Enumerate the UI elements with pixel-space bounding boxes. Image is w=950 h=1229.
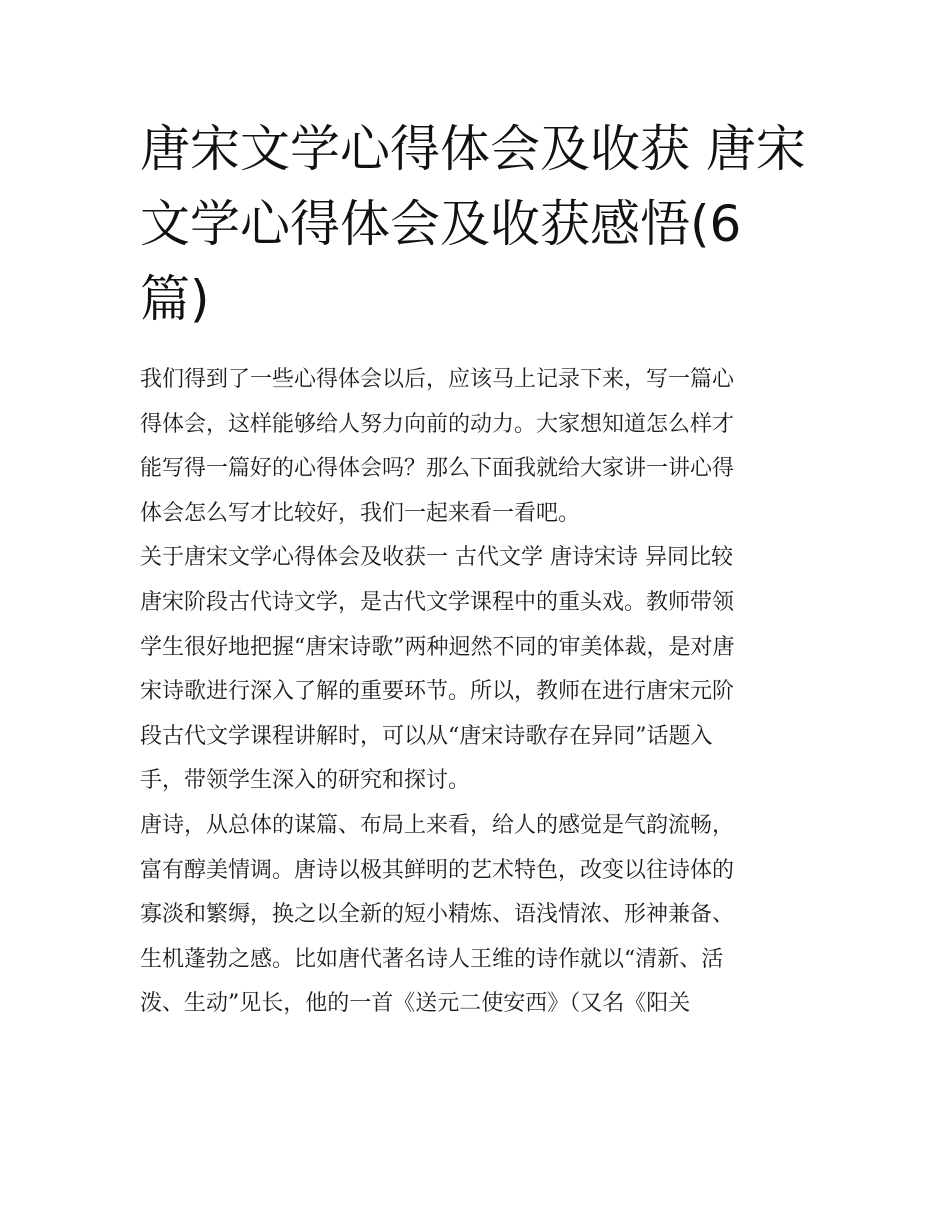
body-line: 生机蓬勃之感。比如唐代著名诗人王维的诗作就以“清新、活	[140, 946, 724, 972]
body-line: 手，带领学生深入的研究和探讨。	[140, 768, 471, 794]
body-line: 宋诗歌进行深入了解的重要环节。所以，教师在进行唐宋元阶	[140, 679, 735, 705]
body-line: 得体会，这样能够给人努力向前的动力。大家想知道怎么样才	[140, 411, 735, 437]
title-line: 唐宋文学心得体会及收获 唐宋	[140, 120, 806, 178]
body-line: 寡淡和繁缛，换之以全新的短小精炼、语浅情浓、形神兼备、	[140, 902, 735, 928]
body-line: 我们得到了一些心得体会以后，应该马上记录下来，写一篇心	[140, 367, 735, 392]
document-title	[140, 112, 820, 337]
document-body	[140, 358, 830, 1027]
body-line: 富有醇美情调。唐诗以极其鲜明的艺术特色，改变以往诗体的	[140, 857, 735, 883]
body-line: 泼、生动”见长，他的一首《送元二使安西》（又名《阳关	[140, 991, 691, 1017]
body-line: 关于唐宋文学心得体会及收获一 古代文学 唐诗宋诗 异同比较	[140, 545, 733, 571]
title-line: 篇)	[140, 270, 210, 328]
body-line: 能写得一篇好的心得体会吗？那么下面我就给大家讲一讲心得	[140, 456, 735, 482]
body-line: 段古代文学课程讲解时，可以从“唐宋诗歌存在异同”话题入	[140, 723, 713, 749]
body-line: 学生很好地把握“唐宋诗歌”两种迥然不同的审美体裁，是对唐	[140, 634, 735, 660]
body-line: 唐宋阶段古代诗文学，是古代文学课程中的重头戏。教师带领	[140, 589, 735, 615]
body-line: 唐诗，从总体的谋篇、布局上来看，给人的感觉是气韵流畅，	[140, 812, 735, 838]
body-line: 体会怎么写才比较好，我们一起来看一看吧。	[140, 500, 581, 526]
title-line: 文学心得体会及收获感悟(6	[140, 195, 742, 253]
